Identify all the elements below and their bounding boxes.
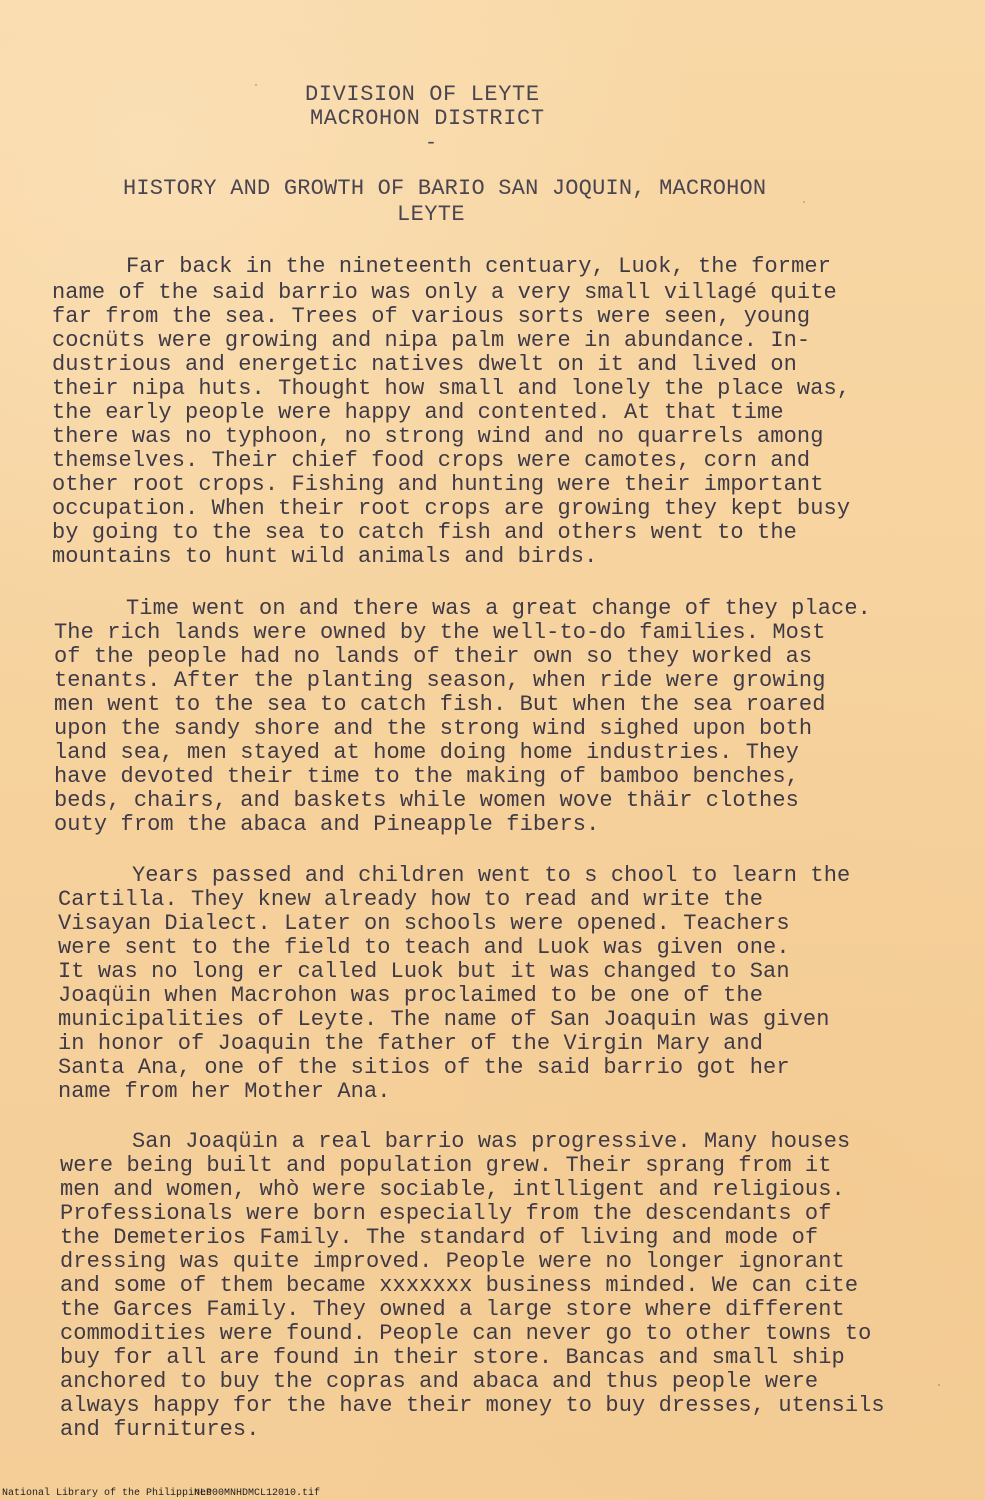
paragraph-4-line: always happy for the have their money to buy dresses, utensils: [60, 1393, 885, 1418]
paragraph-2-line: have devoted their time to the making of bamboo benches,: [54, 764, 799, 789]
paper-speck: [938, 1384, 940, 1386]
paragraph-4-line: dressing was quite improved. People were no longer ignorant: [60, 1249, 845, 1274]
paragraph-3-line: Joaqüin when Macrohon was proclaimed to be one of the: [58, 983, 764, 1008]
paragraph-3-line: name from her Mother Ana.: [58, 1079, 391, 1104]
paragraph-1-line: far from the sea. Trees of various sorts were seen, young: [52, 304, 811, 329]
paragraph-2-line: Time went on and there was a great change of they place.: [126, 596, 871, 621]
paragraph-4-line: were being built and population grew. Their sprang from it: [60, 1153, 832, 1178]
paragraph-2-line: land sea, men stayed at home doing home industries. They: [54, 740, 799, 765]
paragraph-3-line: Cartilla. They knew already how to read and write the: [58, 887, 764, 912]
title-line-2: LEYTE: [397, 202, 466, 227]
paragraph-1-line: by going to the sea to catch fish and others went to the: [52, 520, 797, 545]
title-line-1: HISTORY AND GROWTH OF BARIO SAN JOQUIN, MACROHON: [123, 176, 767, 201]
paragraph-3-line: in honor of Joaquin the father of the Virgin Mary and: [58, 1031, 764, 1056]
paragraph-4-line: commodities were found. People can never go to other towns to: [60, 1321, 872, 1346]
division-heading: DIVISION OF LEYTE: [305, 82, 540, 107]
paragraph-1-line: there was no typhoon, no strong wind and no quarrels among: [52, 424, 824, 449]
paragraph-3-line: were sent to the field to teach and Luok was given one.: [58, 935, 790, 960]
paragraph-1-line: themselves. Their chief food crops were camotes, corn and: [52, 448, 811, 473]
paper-speck: [255, 84, 257, 86]
paragraph-2-line: The rich lands were owned by the well-to-do families. Most: [54, 620, 826, 645]
paragraph-1-line: mountains to hunt wild animals and birds.: [52, 544, 598, 569]
paragraph-1-line: cocnüts were growing and nipa palm were in abundance. In-: [52, 328, 811, 353]
paragraph-4-line: and furnitures.: [60, 1417, 260, 1442]
paragraph-2-line: men went to the sea to catch fish. But when the sea roared: [54, 692, 826, 717]
paragraph-1-line: Far back in the nineteenth centuary, Luok, the former: [126, 254, 832, 279]
footer-library: National Library of the Philippines: [2, 1488, 213, 1499]
paragraph-4-line: and some of them became xxxxxxx business minded. We can cite: [60, 1273, 859, 1298]
paragraph-1-line: other root crops. Fishing and hunting were their important: [52, 472, 824, 497]
paragraph-4-line: the Demeterios Family. The standard of living and mode of: [60, 1225, 819, 1250]
separator-mark: -: [425, 132, 438, 155]
paragraph-4-line: the Garces Family. They owned a large store where different: [60, 1297, 845, 1322]
paragraph-1-line: dustrious and energetic natives dwelt on it and lived on: [52, 352, 797, 377]
paragraph-4-line: anchored to buy the copras and abaca and thus people were: [60, 1369, 819, 1394]
paragraph-4-line: men and women, whò were sociable, intlligent and religious.: [60, 1177, 845, 1202]
paragraph-4-line: San Joaqüin a real barrio was progressive. Many houses: [132, 1129, 851, 1154]
footer-filename: NLP00MNHDMCL12010.tif: [194, 1488, 321, 1499]
paragraph-1-line: the early people were happy and contented. At that time: [52, 400, 784, 425]
paragraph-3-line: It was no long er called Luok but it was changed to San: [58, 959, 790, 984]
paragraph-2-line: beds, chairs, and baskets while women wove thäir clothes: [54, 788, 799, 813]
paragraph-3-line: Santa Ana, one of the sitios of the said barrio got her: [58, 1055, 790, 1080]
paragraph-2-line: outy from the abaca and Pineapple fibers.: [54, 812, 600, 837]
paragraph-2-line: tenants. After the planting season, when ride were growing: [54, 668, 826, 693]
paper-speck: [803, 201, 805, 203]
paragraph-2-line: upon the sandy shore and the strong wind sighed upon both: [54, 716, 813, 741]
paragraph-1-line: name of the said barrio was only a very small villagé quite: [52, 280, 837, 305]
paragraph-2-line: of the people had no lands of their own so they worked as: [54, 644, 813, 669]
paragraph-1-line: their nipa huts. Thought how small and lonely the place was,: [52, 376, 851, 401]
paragraph-4-line: Professionals were born especially from the descendants of: [60, 1201, 832, 1226]
paragraph-1-line: occupation. When their root crops are growing they kept busy: [52, 496, 851, 521]
paragraph-4-line: buy for all are found in their store. Bancas and small ship: [60, 1345, 845, 1370]
paragraph-3-line: Years passed and children went to s chool to learn the: [132, 863, 851, 888]
paragraph-3-line: Visayan Dialect. Later on schools were opened. Teachers: [58, 911, 790, 936]
paragraph-3-line: municipalities of Leyte. The name of San Joaquin was given: [58, 1007, 830, 1032]
district-heading: MACROHON DISTRICT: [310, 106, 545, 131]
